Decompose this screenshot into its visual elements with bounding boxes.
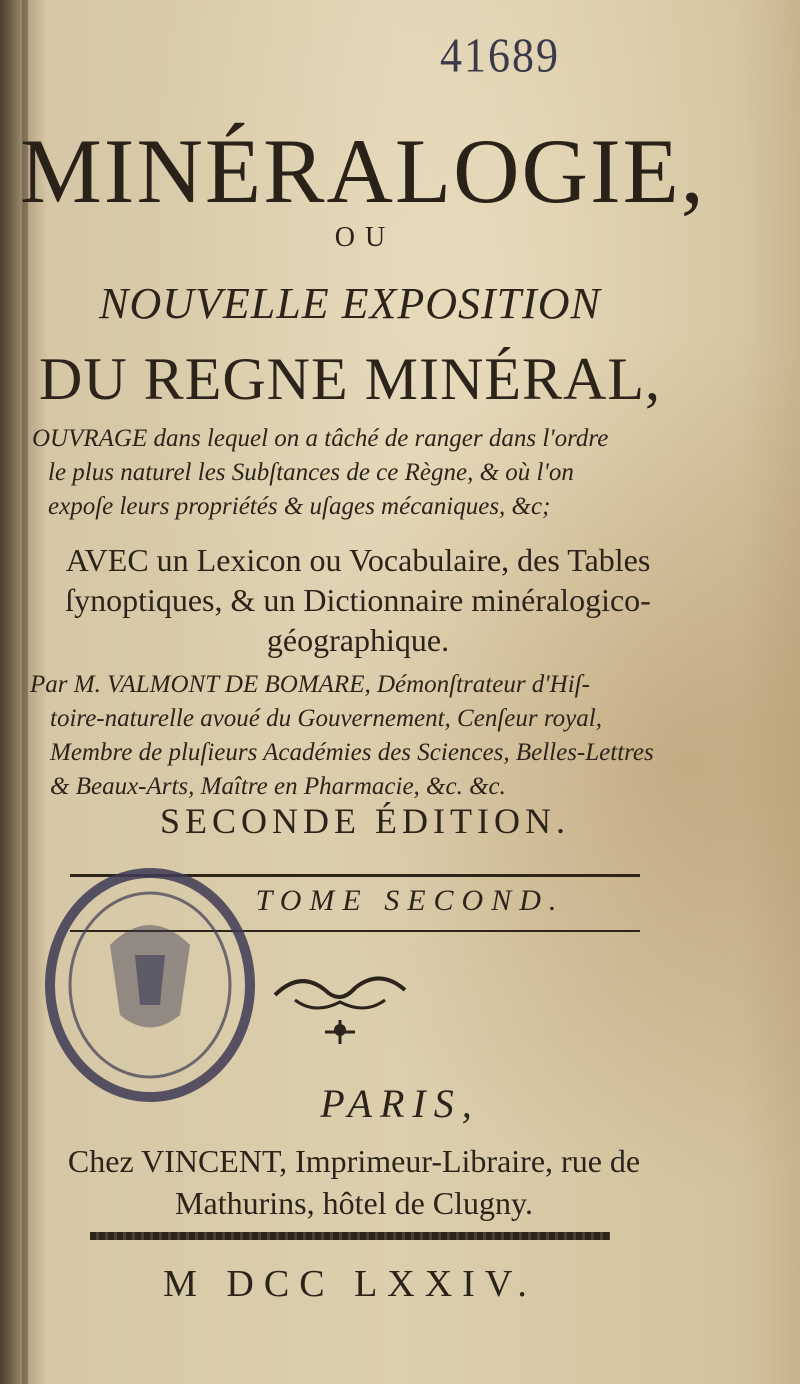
library-stamp-icon xyxy=(40,865,260,1105)
additions-paragraph xyxy=(28,540,688,660)
title-conjunction: OU xyxy=(334,222,396,253)
description-line: expoſe leurs propriétés & uſages mécaniques, &c; xyxy=(48,493,551,520)
publication-date: M DCC LXXIV. xyxy=(163,1263,537,1305)
author-line: Par M. VALMONT DE BOMARE, Démonſtrateur d'Hiſ- xyxy=(30,671,590,698)
publisher-line: Chez VINCENT, Imprimeur-Libraire, rue de xyxy=(67,1143,641,1179)
description-line: le plus naturel les Subſtances de ce Règne, & où l'on xyxy=(48,459,574,486)
additions-line: ſynoptiques, & un Dictionnaire minéralogico- xyxy=(65,582,651,618)
subtitle-line-1: NOUVELLE EXPOSITION xyxy=(99,279,601,328)
divider-ornamental xyxy=(90,1232,610,1240)
additions-line: AVEC un Lexicon ou Vocabulaire, des Tables xyxy=(65,542,651,578)
additions-line: géographique. xyxy=(266,622,450,658)
description-paragraph xyxy=(32,422,682,524)
printer-ornament-icon xyxy=(255,960,425,1050)
publisher-line: Mathurins, hôtel de Clugny. xyxy=(175,1185,533,1221)
volume-label: TOME SECOND. xyxy=(255,884,565,917)
shelfmark-number: 41689 xyxy=(440,28,560,83)
author-line: toire-naturelle avoué du Gouvernement, Cenſeur royal, xyxy=(50,705,602,732)
author-line: & Beaux-Arts, Maître en Pharmacie, &c. &c. xyxy=(50,773,506,800)
subtitle-line-2: DU REGNE MINÉRAL, xyxy=(39,346,661,412)
publication-city: PARIS, xyxy=(320,1081,480,1126)
book-title: MINÉRALOGIE, xyxy=(20,120,706,222)
publisher-block xyxy=(24,1140,684,1224)
description-line: OUVRAGE dans lequel on a tâché de ranger dans l'ordre xyxy=(32,425,609,452)
author-line: Membre de pluſieurs Académies des Sciences, Belles-Lettres xyxy=(50,739,654,766)
edition-label: SECONDE ÉDITION. xyxy=(160,801,570,841)
author-paragraph xyxy=(30,668,690,804)
